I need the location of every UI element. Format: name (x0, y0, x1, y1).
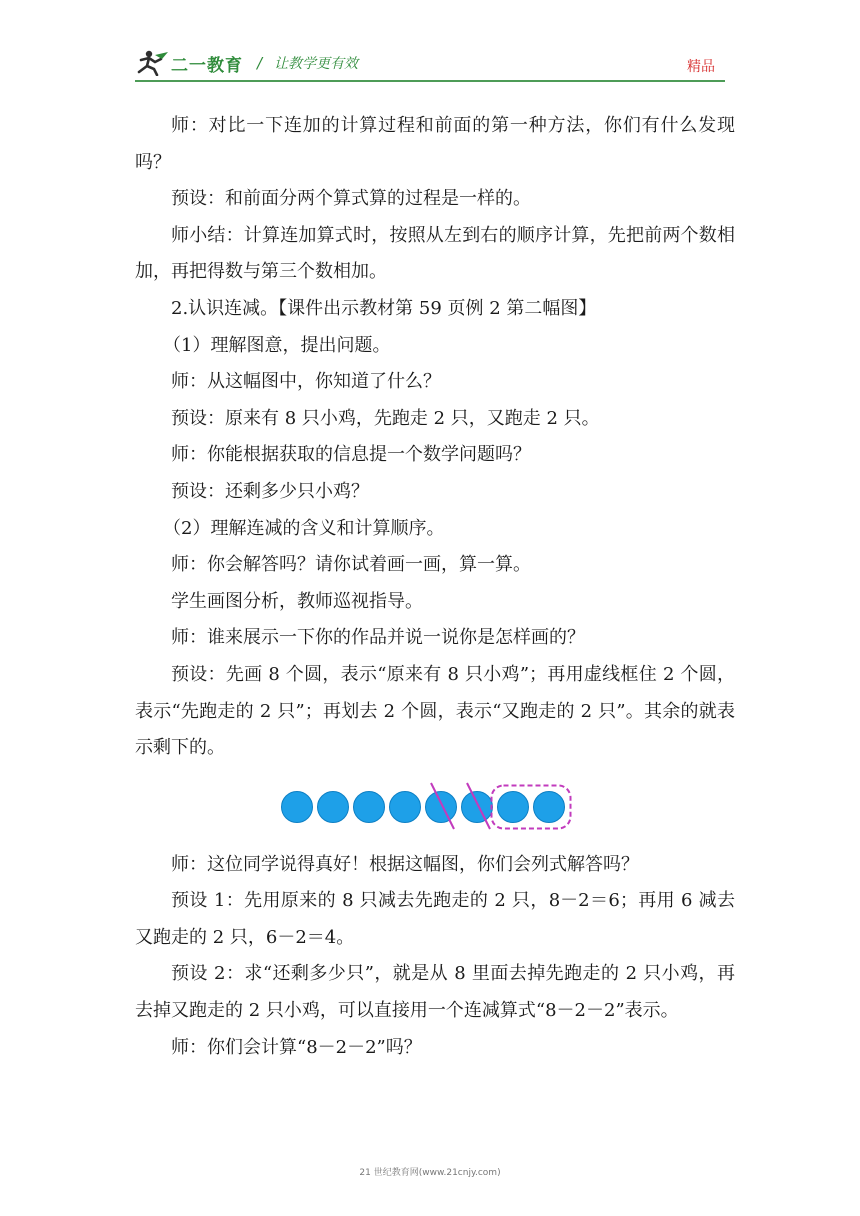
paragraph: 师小结：计算连加算式时，按照从左到右的顺序计算，先把前两个数相加，再把得数与第三个数相加。 (135, 224, 735, 283)
paragraph: 学生画图分析，教师巡视指导。 (171, 590, 423, 612)
paragraph: 预设 2：求“还剩多少只”，就是从 8 里面去掉先跑走的 2 只小鸡，再去掉又跑走的 2 只小鸡，可以直接用一个连减算式“8－2－2”表示。 (135, 963, 735, 1022)
premium-tag: 精品 (687, 59, 715, 75)
chick-circle (354, 791, 385, 822)
chick-circle (498, 791, 529, 822)
paragraph: 预设：还剩多少只小鸡？ (171, 480, 369, 502)
paragraph: 师：从这幅图中，你知道了什么？ (171, 371, 441, 393)
paragraph: 师：谁来展示一下你的作品并说一说你是怎样画的？ (171, 627, 585, 649)
paragraph: 师：对比一下连加的计算过程和前面的第一种方法，你们有什么发现吗？ (135, 115, 735, 173)
paragraph: 师：你会解答吗？请你试着画一画，算一算。 (171, 554, 531, 576)
paragraph: 预设：和前面分两个算式算的过程是一样的。 (171, 188, 531, 210)
chick-circle (534, 791, 565, 822)
circles-figure (135, 767, 735, 847)
subsection-heading: （2）理解连减的含义和计算顺序。 (163, 517, 445, 539)
document-body (135, 108, 735, 1066)
paragraph: 师：你能根据获取的信息提一个数学问题吗？ (171, 444, 531, 466)
paragraph: 师：你们会计算“8－2－2”吗？ (171, 1036, 422, 1058)
logo (135, 50, 358, 76)
runner-logo-icon (135, 50, 169, 76)
slogan: 让教学更有效 (274, 56, 359, 72)
subtraction-diagram (135, 767, 735, 847)
chick-circle (426, 791, 457, 822)
paragraph: 师：这位同学说得真好！根据这幅图，你们会列式解答吗？ (171, 853, 639, 875)
paragraph: 预设 1：先用原来的 8 只减去先跑走的 2 只，8－2＝6；再用 6 减去又跑走的 2 只，6－2＝4。 (135, 890, 735, 948)
paragraph: 预设：原来有 8 只小鸡，先跑走 2 只，又跑走 2 只。 (171, 407, 600, 429)
chick-circle (318, 791, 349, 822)
header-divider: / (257, 54, 263, 72)
paragraph: 预设：先画 8 个圆，表示“原来有 8 只小鸡”；再用虚线框住 2 个圆，表示“先跑走的 2 只”；再划去 2 个圆，表示“又跑走的 2 只”。其余的就表示剩下的。 (135, 663, 735, 759)
header-rule (135, 80, 725, 82)
chick-circle (282, 791, 313, 822)
brand-name: 二一教育 (171, 55, 243, 76)
page-footer: 21 世纪教育网(www.21cnjy.com) (359, 1168, 501, 1178)
subsection-heading: （1）理解图意，提出问题。 (163, 334, 391, 356)
chick-circle (390, 791, 421, 822)
chick-circle (462, 791, 493, 822)
page-header (135, 44, 725, 84)
section-heading: 2.认识连减。【课件出示教材第 59 页例 2 第二幅图】 (171, 297, 597, 319)
